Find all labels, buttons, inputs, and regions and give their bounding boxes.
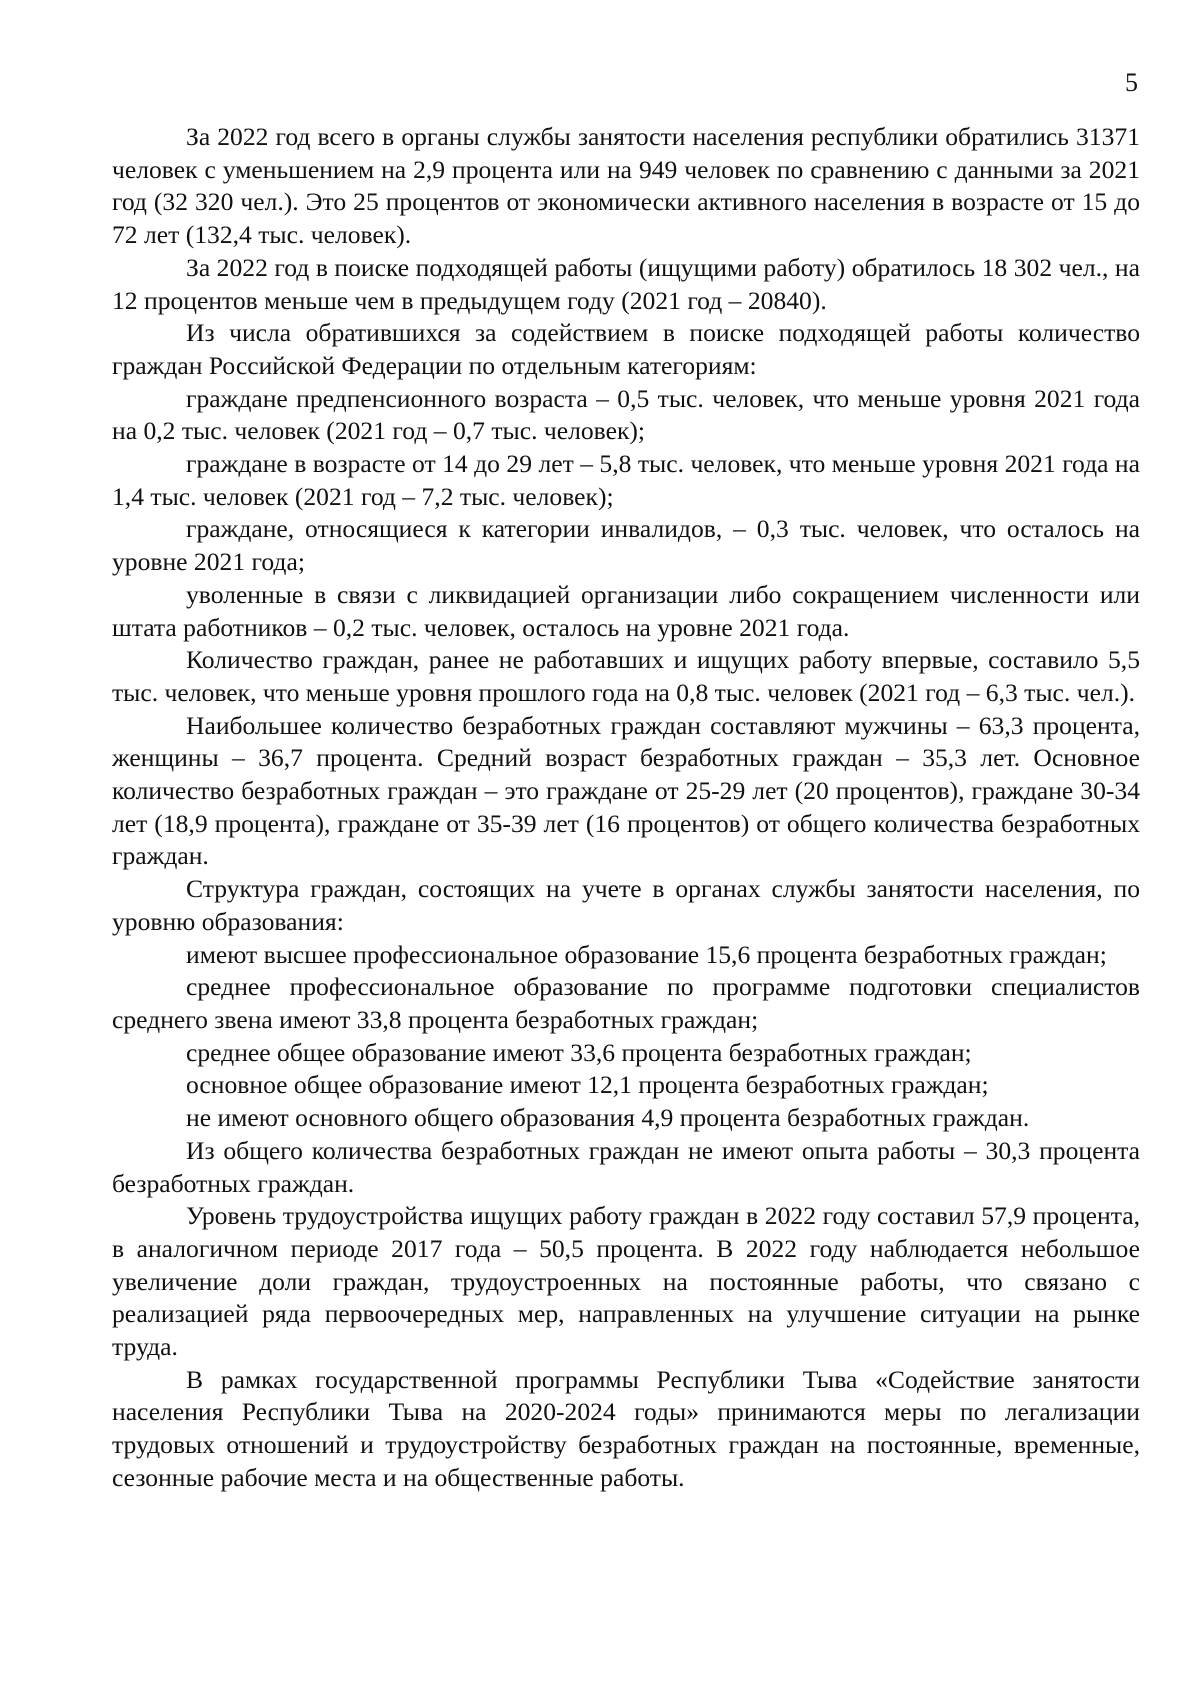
paragraph: имеют высшее профессиональное образование 15,6 процента безработных граждан; (186, 939, 1107, 969)
paragraph: граждане в возрасте от 14 до 29 лет – 5,8 тыс. человек, что меньше уровня 2021 года на 1,4 тыс. человек (2021 год – 7,2 тыс. человек); (112, 449, 1140, 511)
paragraph: Из общего количества безработных граждан не имеют опыта работы – 30,3 процента безработных граждан. (112, 1135, 1140, 1198)
paragraph: Наибольшее количество безработных граждан составляют мужчины – 63,3 процента, женщины – 36,7 процента. Средний возраст безработных граждан – 35,3 лет. Основное количество безработных граждан – это граждане от 25-29 лет (20 процентов), граждане 30-34 лет (18,9 процента), граждане от 35-39 лет (16 процентов) от общего количества безработных граждан. (112, 710, 1140, 871)
paragraph: Структура граждан, состоящих на учете в органах службы занятости населения, по уровню образования: (112, 874, 1140, 936)
paragraph: Уровень трудоустройства ищущих работу граждан в 2022 году составил 57,9 процента, в аналогичном периоде 2017 года – 50,5 процента. В 2022 году наблюдается небольшое увеличение доли граждан, трудоустроенных на постоянные работы, что связано с реализацией ряда первоочередных мер, направленных на улучшение ситуации на рынке труда. (112, 1201, 1140, 1362)
document-body (112, 121, 1140, 1495)
paragraph: граждане предпенсионного возраста – 0,5 тыс. человек, что меньше уровня 2021 года на 0,2 тыс. человек (2021 год – 0,7 тыс. человек); (112, 383, 1140, 446)
paragraph: В рамках государственной программы Республики Тыва «Содействие занятости населения Республики Тыва на 2020-2024 годы» принимаются меры по легализации трудовых отношений и трудоустройству безработных граждан на постоянные, временные, сезонные рабочие места и на общественные работы. (112, 1364, 1140, 1492)
paragraph: уволенные в связи с ликвидацией организации либо сокращением численности или штата работников – 0,2 тыс. человек, осталось на уровне 2021 года. (112, 579, 1140, 642)
paragraph: не имеют основного общего образования 4,9 процента безработных граждан. (186, 1103, 1030, 1133)
paragraph: За 2022 год всего в органы службы занятости населения республики обратились 31371 человек с уменьшением на 2,9 процента или на 949 человек по сравнению с данными за 2021 год (32 320 чел.). Это 25 процентов от экономически активного населения в возрасте от 15 до 72 лет (132,4 тыс. человек). (112, 122, 1140, 250)
paragraph: За 2022 год в поиске подходящей работы (ищущими работу) обратилось 18 302 чел., на 12 процентов меньше чем в предыдущем году (2021 год – 20840). (112, 252, 1140, 315)
paragraph: среднее профессиональное образование по программе подготовки специалистов среднего звена имеют 33,8 процента безработных граждан; (112, 972, 1140, 1034)
paragraph: граждане, относящиеся к категории инвалидов, – 0,3 тыс. человек, что осталось на уровне 2021 года; (112, 514, 1140, 577)
page-number: 5 (1125, 68, 1138, 97)
paragraph: Из числа обратившихся за содействием в поиске подходящей работы количество граждан Российской Федерации по отдельным категориям: (112, 318, 1140, 380)
paragraph: среднее общее образование имеют 33,6 процента безработных граждан; (186, 1037, 972, 1067)
paragraph: Количество граждан, ранее не работавших и ищущих работу впервые, составило 5,5 тыс. человек, что меньше уровня прошлого года на 0,8 тыс. человек (2021 год – 6,3 тыс. чел.). (112, 645, 1140, 707)
paragraph: основное общее образование имеют 12,1 процента безработных граждан; (186, 1070, 989, 1100)
